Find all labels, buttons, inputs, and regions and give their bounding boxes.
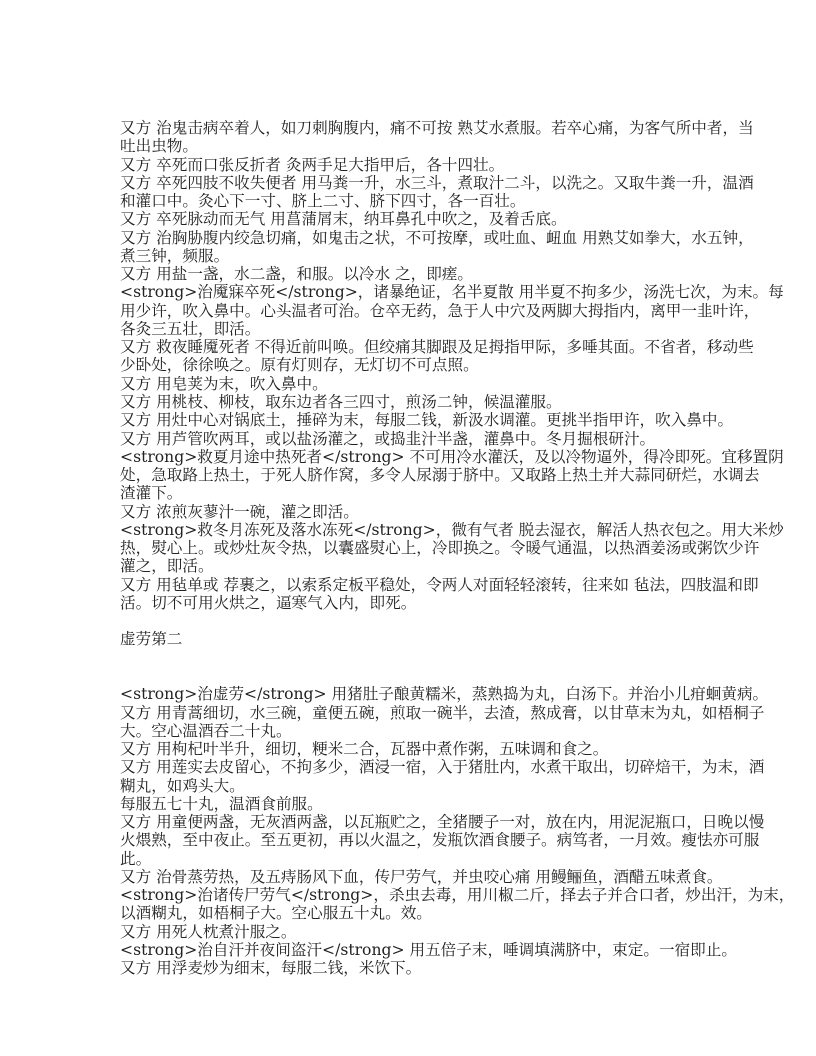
paragraph	[120, 338, 754, 375]
text-line: 各灸三五壮，即活。	[120, 319, 261, 338]
section-heading	[120, 630, 720, 648]
text-line: <strong>救冬月冻死及落水冻死</strong>，微有气者 脱去湿衣，解活人热衣包之。用大米炒	[120, 520, 784, 539]
paragraph	[120, 959, 720, 977]
text-line: 又方 用毡单或 荐裹之，以索系定板平稳处，令两人对面轻轻滚转，往来如 毡法，四肢温和即	[120, 575, 759, 594]
text-line: <strong>治诸传尸劳气</strong>，杀虫去毒，用川椒二斤，择去子并合口者，炒出汗，为末，	[120, 886, 795, 905]
text-line: 又方 浓煎灰蓼汁一碗，灌之即活。	[120, 502, 359, 521]
text-line: 又方 卒死脉动而无气 用菖蒲屑末，纳耳鼻孔中吹之，及着舌底。	[120, 210, 567, 229]
blank-line	[120, 612, 720, 630]
text-line: 又方 用灶中心对锅底土，捶碎为末，每服二钱，新汲水调灌。更挑半指甲许，吹入鼻中。	[120, 411, 734, 430]
blank-line	[120, 649, 720, 667]
paragraph	[120, 430, 720, 448]
text-line: <strong>治自汗并夜间盗汗</strong> 用五倍子末，唾调填满脐中，束定。一宿即止。	[120, 940, 737, 959]
text-line: 又方 治骨蒸劳热，及五痔肠风下血，传尸劳气，并虫咬心痛 用鳗鲡鱼，酒醋五味煮食。	[120, 867, 723, 886]
paragraph	[120, 411, 734, 430]
text-line: 煮三钟，频服。	[120, 246, 230, 265]
paragraph	[120, 156, 720, 174]
text-line: 又方 卒死四肢不收失便者 用马粪一升，水三斗，煮取汁二斗，以洗之。又取牛粪一升，温酒	[120, 173, 754, 192]
text-line: 又方 治鬼击病卒着人，如刀刺胸腹内，痛不可按 熟艾水煮服。若卒心痛，为客气所中者，当	[120, 119, 754, 137]
text-line: 糊丸，如鸡头大。	[120, 776, 245, 795]
text-line: 又方 用死人枕煮汁服之。	[120, 922, 297, 941]
paragraph	[120, 867, 723, 886]
paragraph	[120, 923, 720, 941]
text-line: 又方 用芦管吹两耳，或以盐汤灌之，或捣韭汁半盏，灌鼻中。冬月掘根研汁。	[120, 429, 656, 448]
paragraph	[120, 703, 765, 741]
text-line: 用少许，吹入鼻中。心头温者可治。仓卒无药，急于人中穴及两脚大拇指内，离甲一韭叶许，	[120, 301, 760, 320]
paragraph	[120, 520, 784, 576]
text-line: 和灌口中。灸心下一寸、脐上二寸、脐下四寸，各一百壮。	[120, 192, 526, 211]
text-line: 又方 用青蒿细切，水三碗，童便五碗，煎取一碗半，去渣，熬成膏，以甘草末为丸，如梧桐子	[120, 703, 765, 722]
paragraph	[120, 173, 754, 211]
text-line: 灌之，即活。	[120, 557, 214, 576]
paragraph	[120, 119, 754, 156]
blank-line	[120, 667, 720, 685]
paragraph	[120, 886, 795, 923]
text-line: 吐出虫物。	[120, 137, 198, 156]
paragraph	[120, 795, 720, 813]
paragraph	[120, 375, 720, 393]
text-line: 此。	[120, 849, 152, 868]
text-line: 每服五七十丸，温酒食前服。	[120, 794, 323, 813]
paragraph	[120, 685, 769, 704]
text-line: 又方 治胸胁腹内绞急切痛，如鬼击之状，不可按摩，或吐血、衄血 用熟艾如拳大，水五钟，	[120, 228, 754, 247]
paragraph	[120, 740, 720, 758]
paragraph	[120, 210, 720, 228]
text-line: 又方 用童便两盏，无灰酒两盏，以瓦瓶贮之，全猪腰子一对，放在内，用泥泥瓶口，日晚以慢	[120, 813, 765, 832]
text-line: 大。空心温酒吞二十丸。	[120, 721, 292, 740]
text-line: <strong>救夏月途中热死者</strong> 不可用冷水灌沃，及以冷物逼外，得冷即死。宜移置阴	[120, 447, 784, 466]
text-line: 又方 用盐一盏，水二盏，和服。以冷水 之，即瘥。	[120, 265, 473, 284]
text-line: 处，急取路上热土，于死人脐作窝，多令人尿溺于脐中。又取路上热土并大蒜同研烂，水调去	[120, 466, 760, 485]
text-line: 火煨熟，至中夜止。至五更初，再以火温之，发瓶饮酒食腰子。病笃者，一月效。瘦怯亦可服	[120, 831, 760, 850]
text-line: 渣灌下。	[120, 484, 183, 503]
text-line: 又方 用莲实去皮留心，不拘多少，酒浸一宿，入于猪肚内，水煮干取出，切碎焙干，为末，酒	[120, 758, 765, 777]
text-line: <strong>治虚劳</strong> 用猪肚子酿黄糯米，蒸熟捣为丸，白汤下。并治小儿疳蛔黄病。	[120, 685, 769, 704]
text-line: 以酒糊丸，如梧桐子大。空心服五十丸。效。	[120, 904, 432, 923]
paragraph	[120, 940, 737, 959]
paragraph	[120, 575, 759, 613]
paragraph	[120, 393, 720, 411]
paragraph	[120, 503, 720, 521]
paragraph	[120, 228, 754, 266]
paragraph	[120, 283, 784, 338]
text-line: 活。切不可用火烘之，逼寒气入内，即死。	[120, 593, 417, 612]
text-line: 热，熨心上。或炒灶灰令热，以囊盛熨心上，冷即换之。令暖气通温，以热酒姜汤或粥饮少许	[120, 539, 760, 558]
heading-text: 虚劳第二	[120, 630, 183, 649]
document-body	[120, 119, 795, 978]
text-line: 又方 卒死而口张反折者 灸两手足大指甲后，各十四壮。	[120, 155, 505, 174]
paragraph	[120, 265, 720, 283]
text-line: 少卧处，徐徐唤之。原有灯则存，无灯切不可点照。	[120, 356, 479, 375]
paragraph	[120, 813, 765, 868]
text-line: <strong>治魇寐卒死</strong>，诸暴绝证，名半夏散 用半夏不拘多少，汤洗七次，为末。每	[120, 283, 784, 302]
paragraph	[120, 447, 784, 503]
text-line: 又方 用桃枝、柳枝，取东边者各三四寸，煎汤二钟，候温灌服。	[120, 392, 562, 411]
text-line: 又方 用浮麦炒为细末，每服二钱，米饮下。	[120, 959, 422, 978]
text-line: 又方 用枸杞叶半升，细切，粳米二合，瓦器中煮作粥，五味调和食之。	[120, 740, 609, 759]
text-line: 又方 救夜睡魇死者 不得近前叫唤。但绞痛其脚跟及足拇指甲际，多唾其面。不省者，移动些	[120, 338, 754, 357]
text-line: 又方 用皂荚为末，吹入鼻中。	[120, 374, 328, 393]
paragraph	[120, 758, 765, 795]
